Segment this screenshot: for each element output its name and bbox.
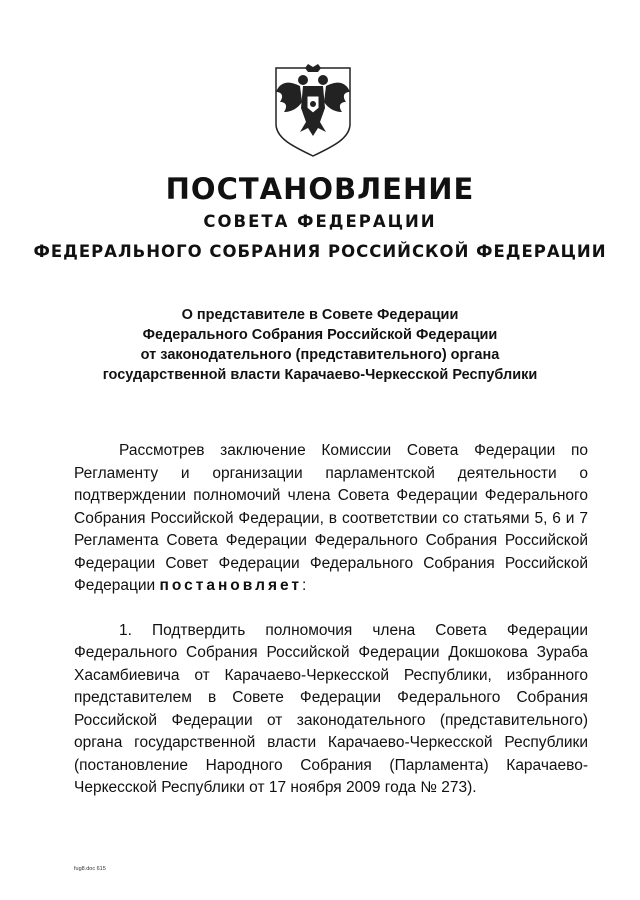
issuing-body-line-2: ФЕДЕРАЛЬНОГО СОБРАНИЯ РОССИЙСКОЙ ФЕДЕРАЦИИ xyxy=(33,242,607,261)
resolves-punct: : xyxy=(302,577,307,594)
subject-line: государственной власти Карачаево-Черкесской Республики xyxy=(102,367,538,383)
file-reference: fug8.doc 615 xyxy=(74,866,106,872)
resolution-item-1: 1. Подтвердить полномочия члена Совета Федерации Федерального Собрания Российской Федерации Докшокова Зураба Хасамбиевича от Карачаево-Черкесской Республики, избранного представителем в Совете Федерации Федерального Собрания Российской Федерации от законодательного (представительного) органа государственной власти Карачаево-Черкесской Республики (постановление Народного Собрания (Парламента) Карачаево-Черкесской Республики от 17 ноября 2009 года № 273). xyxy=(74,621,588,796)
subject-line: О представителе в Совете Федерации xyxy=(181,307,459,323)
russian-coat-of-arms-icon xyxy=(270,62,356,158)
preamble-paragraph xyxy=(74,440,588,598)
subject-line: Федерального Собрания Российской Федерации xyxy=(142,327,498,343)
preamble-text: Рассмотрев заключение Комиссии Совета Федерации по Регламенту и организации парламентской деятельности о подтверждении полномочий члена Совета Федерации Федерального Собрания Российской Федерации, в соответствии со статьями 5, 6 и 7 Регламента Совета Федерации Федерального Собрания Российской Федерации Совет Федерации Федерального Собрания Российской Федерации xyxy=(74,442,588,594)
document-subject xyxy=(0,305,640,385)
document-body xyxy=(74,440,588,800)
resolves-word: постановляет xyxy=(159,577,302,594)
document-title: ПОСТАНОВЛЕНИЕ xyxy=(165,172,475,206)
subject-line: от законодательного (представительного) органа xyxy=(140,347,500,363)
issuing-body-line-1: СОВЕТА ФЕДЕРАЦИИ xyxy=(203,212,437,231)
